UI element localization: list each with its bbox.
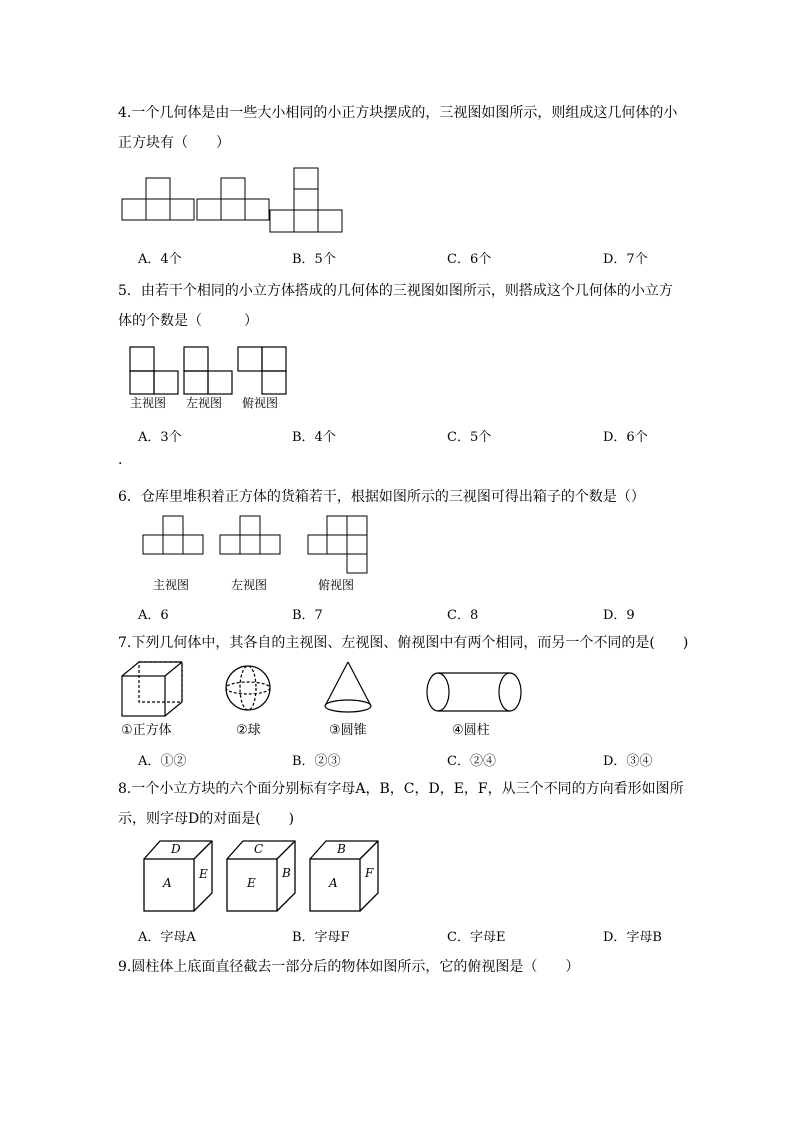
q6-caption-left: 左视图 [231, 578, 268, 592]
q8-text-line2: 示，则字母D的对面是( ) [118, 811, 295, 827]
cube3-front-letter: A [329, 876, 338, 890]
q8-option-c[interactable]: C．字母E [447, 930, 506, 945]
cube2-side-letter: B [282, 866, 291, 880]
q5-caption-main: 主视图 [130, 396, 167, 410]
cube3-top-letter: B [337, 842, 346, 856]
q8-option-a[interactable]: A．字母A [138, 930, 196, 945]
cube1-top-letter: D [171, 842, 181, 856]
q9-text-line1: 9.圆柱体上底面直径截去一部分后的物体如图所示，它的俯视图是（ ） [118, 959, 580, 975]
q5-option-d[interactable]: D．6个 [603, 430, 648, 445]
q6-caption-top: 俯视图 [318, 578, 355, 592]
q7-option-a[interactable]: A．①② [138, 754, 187, 769]
q5-text-line2: 体的个数是（ ） [118, 313, 258, 329]
q6-option-d[interactable]: D．9 [603, 608, 635, 623]
q5-caption-left: 左视图 [186, 396, 223, 410]
q7-text-line1: 7.下列几何体中，其各自的主视图、左视图、俯视图中有两个相同，而另一个不同的是( ) [118, 635, 689, 651]
q5-option-a[interactable]: A．3个 [138, 430, 182, 445]
cube1-front-letter: A [163, 876, 172, 890]
q4-text-line2: 正方块有（ ） [118, 135, 230, 151]
q6-caption-main: 主视图 [153, 578, 190, 592]
cube1-side-letter: E [199, 867, 208, 881]
stray-dot: . [118, 452, 123, 468]
q8-option-b[interactable]: B．字母F [292, 930, 350, 945]
q4-option-a[interactable]: A．4个 [138, 252, 182, 267]
q6-text-line1: 6．仓库里堆积着正方体的货箱若干，根据如图所示的三视图可得出箱子的个数是（） [118, 489, 645, 505]
q7-caption-cylinder: ④圆柱 [452, 723, 490, 738]
q5-option-c[interactable]: C．5个 [447, 430, 492, 445]
q4-option-d[interactable]: D．7个 [603, 252, 648, 267]
q7-option-b[interactable]: B．②③ [292, 754, 341, 769]
q8-option-d[interactable]: D．字母B [603, 930, 662, 945]
cube2-front-letter: E [247, 876, 256, 890]
q6-option-b[interactable]: B．7 [292, 608, 323, 623]
cube2-top-letter: C [254, 842, 264, 856]
q4-option-c[interactable]: C．6个 [447, 252, 492, 267]
q7-option-d[interactable]: D．③④ [603, 754, 653, 769]
q7-option-c[interactable]: C．②④ [447, 754, 496, 769]
q7-caption-sphere: ②球 [236, 723, 261, 738]
q6-option-a[interactable]: A．6 [138, 608, 169, 623]
q5-caption-top: 俯视图 [242, 396, 279, 410]
q5-option-b[interactable]: B．4个 [292, 430, 336, 445]
q8-options [138, 926, 662, 946]
q8-text-line1: 8.一个小立方块的六个面分别标有字母A，B，C，D，E，F，从三个不同的方向看形如图所 [118, 781, 684, 797]
q6-option-c[interactable]: C．8 [447, 608, 479, 623]
q5-text-line1: 5．由若干个相同的小立方体搭成的几何体的三视图如图所示，则搭成这个几何体的小立方 [118, 283, 673, 299]
q7-caption-cone: ③圆锥 [329, 723, 367, 738]
q7-caption-cube: ①正方体 [121, 723, 172, 738]
cube3-side-letter: F [365, 866, 374, 880]
q4-text-line1: 4.一个几何体是由一些大小相同的小正方块摆成的，三视图如图所示，则组成这几何体的小 [118, 105, 678, 121]
q4-option-b[interactable]: B．5个 [292, 252, 336, 267]
